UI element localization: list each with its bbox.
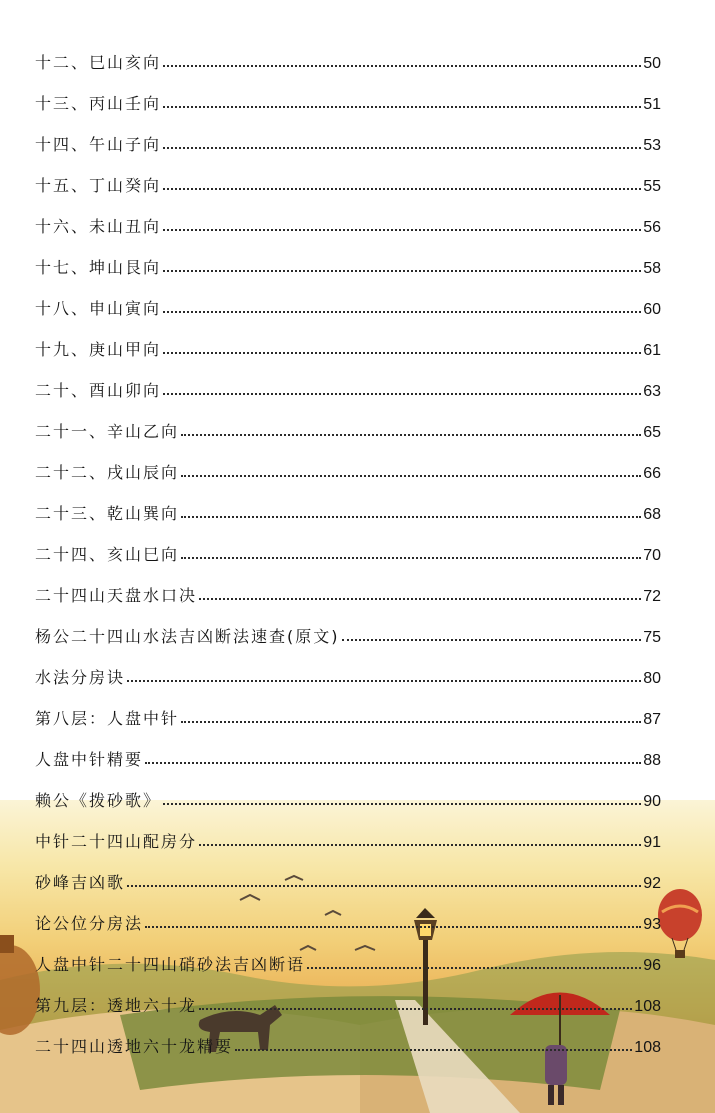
toc-entry-page: 92 (643, 875, 661, 892)
toc-entry-title: 二十四山天盘水口决 (35, 586, 198, 605)
toc-entry-title: 二十一、辛山乙向 (35, 422, 180, 441)
toc-entry-title: 十八、申山寅向 (35, 299, 162, 318)
toc-entry-page: 55 (643, 178, 661, 195)
toc-dot-leader (199, 1008, 632, 1010)
toc-dot-leader (127, 680, 641, 682)
toc-entry-title: 十四、午山子向 (35, 135, 162, 154)
toc-entry[interactable] (35, 248, 661, 278)
toc-dot-leader (181, 434, 641, 436)
toc-entry-title: 二十三、乾山巽向 (35, 504, 180, 523)
toc-entry-page: 108 (634, 998, 661, 1015)
toc-dot-leader (163, 106, 641, 108)
toc-entry-page: 90 (643, 793, 661, 810)
toc-dot-leader (163, 803, 641, 805)
toc-entry[interactable] (35, 1027, 661, 1057)
toc-entry-page: 93 (643, 916, 661, 933)
toc-entry-page: 58 (643, 260, 661, 277)
toc-entry-page: 96 (643, 957, 661, 974)
toc-dot-leader (145, 762, 641, 764)
toc-entry-title: 十六、未山丑向 (35, 217, 162, 236)
toc-dot-leader (163, 147, 641, 149)
toc-dot-leader (199, 844, 641, 846)
toc-entry-page: 72 (643, 588, 661, 605)
toc-entry-title: 人盘中针二十四山硝砂法吉凶断语 (35, 955, 306, 974)
toc-entry-title: 十三、丙山壬向 (35, 94, 162, 113)
toc-entry[interactable] (35, 330, 661, 360)
toc-entry-title: 中针二十四山配房分 (35, 832, 198, 851)
toc-dot-leader (163, 65, 641, 67)
toc-entry-page: 80 (643, 670, 661, 687)
toc-entry-page: 66 (643, 465, 661, 482)
toc-entry[interactable] (35, 945, 661, 975)
toc-dot-leader (181, 721, 641, 723)
toc-entry[interactable] (35, 84, 661, 114)
toc-entry-title: 赖公《拨砂歌》 (35, 791, 162, 810)
toc-entry[interactable] (35, 166, 661, 196)
toc-entry-page: 68 (643, 506, 661, 523)
toc-entry[interactable] (35, 371, 661, 401)
toc-entry[interactable] (35, 289, 661, 319)
toc-entry[interactable] (35, 207, 661, 237)
toc-dot-leader (163, 229, 641, 231)
toc-entry-title: 十九、庚山甲向 (35, 340, 162, 359)
toc-entry[interactable] (35, 453, 661, 483)
toc-entry-page: 91 (643, 834, 661, 851)
toc-entry-page: 60 (643, 301, 661, 318)
toc-entry-title: 杨公二十四山水法吉凶断法速查(原文) (35, 627, 340, 646)
toc-entry[interactable] (35, 699, 661, 729)
toc-entry-page: 61 (643, 342, 661, 359)
toc-entry-page: 108 (634, 1039, 661, 1056)
toc-dot-leader (163, 270, 641, 272)
toc-entry-title: 水法分房诀 (35, 668, 126, 687)
toc-entry-page: 51 (643, 96, 661, 113)
toc-entry-title: 十五、丁山癸向 (35, 176, 162, 195)
toc-entry[interactable] (35, 904, 661, 934)
toc-entry-title: 第八层：人盘中针 (35, 709, 180, 728)
toc-entry-title: 十二、巳山亥向 (35, 53, 162, 72)
toc-entry-title: 第九层：透地六十龙 (35, 996, 198, 1015)
toc-entry-page: 53 (643, 137, 661, 154)
toc-entry[interactable] (35, 986, 661, 1016)
toc-entry-title: 砂峰吉凶歌 (35, 873, 126, 892)
toc-entry-page: 56 (643, 219, 661, 236)
toc-entry-title: 论公位分房法 (35, 914, 144, 933)
toc-dot-leader (181, 557, 641, 559)
toc-entry-page: 70 (643, 547, 661, 564)
toc-entry[interactable] (35, 658, 661, 688)
toc-entry-page: 65 (643, 424, 661, 441)
toc-entry[interactable] (35, 125, 661, 155)
toc-entry-page: 75 (643, 629, 661, 646)
toc-entry-page: 87 (643, 711, 661, 728)
toc-entry-page: 88 (643, 752, 661, 769)
toc-entry-title: 二十二、戌山辰向 (35, 463, 180, 482)
toc-dot-leader (181, 516, 641, 518)
toc-entry[interactable] (35, 740, 661, 770)
toc-dot-leader (235, 1049, 632, 1051)
toc-entry-title: 二十四、亥山巳向 (35, 545, 180, 564)
toc-dot-leader (145, 926, 641, 928)
toc-entry[interactable] (35, 43, 661, 73)
toc-entry[interactable] (35, 412, 661, 442)
toc-dot-leader (181, 475, 641, 477)
toc-entry[interactable] (35, 617, 661, 647)
toc-dot-leader (163, 393, 641, 395)
toc-entry-title: 二十四山透地六十龙精要 (35, 1037, 234, 1056)
toc-dot-leader (163, 188, 641, 190)
toc-entry-title: 人盘中针精要 (35, 750, 144, 769)
toc-entry-title: 十七、坤山艮向 (35, 258, 162, 277)
toc-dot-leader (307, 967, 641, 969)
toc-dot-leader (127, 885, 641, 887)
toc-dot-leader (163, 352, 641, 354)
toc-entry[interactable] (35, 535, 661, 565)
toc-entry[interactable] (35, 494, 661, 524)
toc-entry[interactable] (35, 781, 661, 811)
toc-entry-page: 63 (643, 383, 661, 400)
toc-entry[interactable] (35, 576, 661, 606)
toc-entry-title: 二十、酉山卯向 (35, 381, 162, 400)
toc-dot-leader (342, 639, 642, 641)
toc-entry[interactable] (35, 863, 661, 893)
toc-dot-leader (163, 311, 641, 313)
toc-entry-page: 50 (643, 55, 661, 72)
toc-entry[interactable] (35, 822, 661, 852)
toc-dot-leader (199, 598, 641, 600)
